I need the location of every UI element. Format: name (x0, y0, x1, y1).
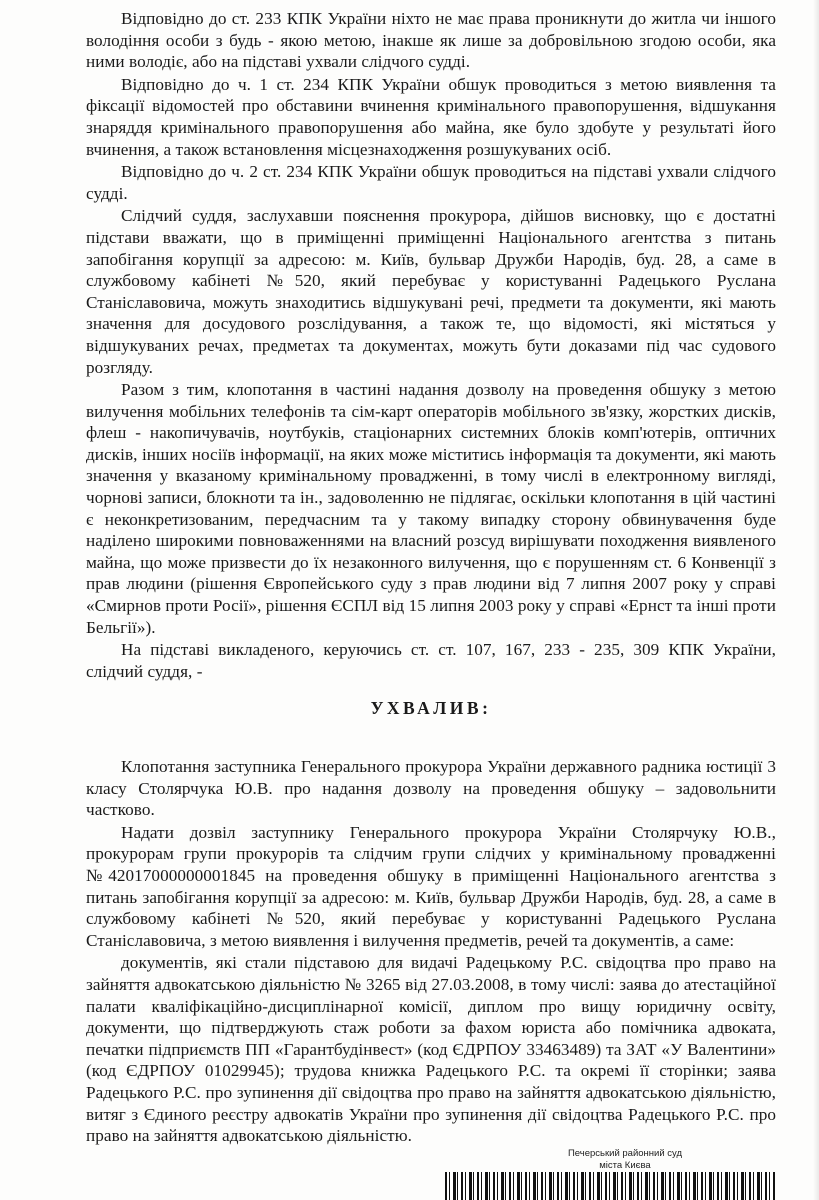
court-stamp (555, 1148, 695, 1172)
scan-edge-shadow (813, 0, 819, 1200)
resolution-documents-list: документів, які стали підставою для видачі Радецькому Р.С. свідоцтва про право на зайняття адвокатською діяльністю № 3265 від 27.03.2008, в тому числі: заява до атестаційної палати кваліфікаційно-дисциплінарної комісії, диплом про вищу юридичну освіту, документи, що підтверджують стаж роботи за фахом юриста або помічника адвоката, печатки підприємств ПП «Гарантбудінвест» (код ЄДРПОУ 33463489) та ЗАТ «У Валентини» (код ЄДРПОУ 01029945); трудова книжка Радецького Р.С. та окремі її сторінки; заява Радецького Р.С. про зупинення дії свідоцтва про право на зайняття адвокатською діяльністю, витяг з Єдиного реєстру адвокатів України про зупинення дії свідоцтва Радецького Р.С. про право на зайняття адвокатською діяльністю. (86, 953, 776, 1146)
paragraph-partial-refusal: Разом з тим, клопотання в частині надання дозволу на проведення обшуку з метою вилучення мобільних телефонів та сім-карт операторів мобільного зв'язку, жорстких дисків, флеш - накопичувачів, ноутбуків, стаціонарних системних блоків комп'ютерів, оптичних дисків, інших носіїв інформації, на яких може міститись інформація та документи, які мають значення у вказаному кримінальному провадженні, в тому числі в електронному вигляді, чорнові записи, блокноти та ін., задоволенню не підлягає, оскільки клопотання в цій частині є неконкретизованим, передчасним та у такому випадку сторону обвинувачення буде наділено широкими повноваженнями на власний розсуд вирішувати походження виявленого майна, що може призвести до їх незаконного вилучення, що є порушенням ст. 6 Конвенції з прав людини (рішення Європейського суду з прав людини від 7 липня 2007 року у справі «Смирнов проти Росії», рішення ЄСПЛ від 15 липня 2003 року у справі «Ернст та інші проти Бельгії»). (86, 380, 776, 637)
court-stamp-line-2: міста Києва (599, 1160, 651, 1171)
paragraph-judge-conclusion: Слідчий суддя, заслухавши пояснення прокурора, дійшов висновку, що є достатні підстави вважати, що в приміщенні приміщенні Національного агентства з питань запобігання корупції за адресою: м. Київ, бульвар Дружби Народів, буд. 28, а саме в службовому кабінеті №520, який перебуває у користуванні Радецького Руслана Станіславовича, можуть знаходитись відшукувані речі, предмети та документи, які мають значення для досудового розслідування, а також те, що відомості, які містяться у відшукуваних речах, предметах та документах, можуть бути доказами під час судового розгляду. (86, 206, 776, 377)
resolution-search-permission: Надати дозвіл заступнику Генерального прокурора України Столярчуку Ю.В., прокурорам групи прокурорів та слідчим групи слідчих у кримінальному провадженні №42017000000001845 на проведення обшуку в приміщенні Національного агентства з питань запобігання корупції за адресою: м. Київ, бульвар Дружби Народів, буд. 28, а саме в службовому кабінеті №520, який перебуває у користуванні Радецького Руслана Станіславовича, з метою виявлення і вилучення предметів, речей та документів, а саме: (86, 822, 776, 950)
document-body (86, 8, 776, 1147)
paragraph-art-233: Відповідно до ст. 233 КПК України ніхто не має права проникнути до житла чи іншого володіння особи з будь - якою метою, інакше як лише за добровільною згодою особи, яка ними володіє, або на підставі ухвали слідчого судді. (86, 9, 776, 72)
paragraph-art-234-part-2: Відповідно до ч. 2 ст. 234 КПК України обшук проводиться на підставі ухвали слідчого судді. (86, 162, 776, 203)
resolution-heading: УХВАЛИВ: (370, 698, 492, 719)
paragraph-art-234-part-1: Відповідно до ч. 1 ст. 234 КПК України обшук проводиться з метою виявлення та фіксації відомостей про обставини вчинення кримінального правопорушення, відшукання знаряддя кримінального правопорушення або майна, яке було здобуте у результаті його вчинення, а також встановлення місцезнаходження розшукуваних осіб. (86, 74, 776, 159)
resolution-motion-granted: Клопотання заступника Генерального прокурора України державного радника юстиції 3 класу Столярчука Ю.В. про надання дозволу на проведення обшуку – задовольнити частково. (86, 757, 776, 820)
barcode (445, 1172, 775, 1200)
paragraph-legal-basis: На підставі викладеного, керуючись ст. ст. 107, 167, 233 - 235, 309 КПК України, слідчий суддя, - (86, 640, 776, 681)
court-stamp-line-1: Печерський районний суд (567, 1148, 683, 1159)
